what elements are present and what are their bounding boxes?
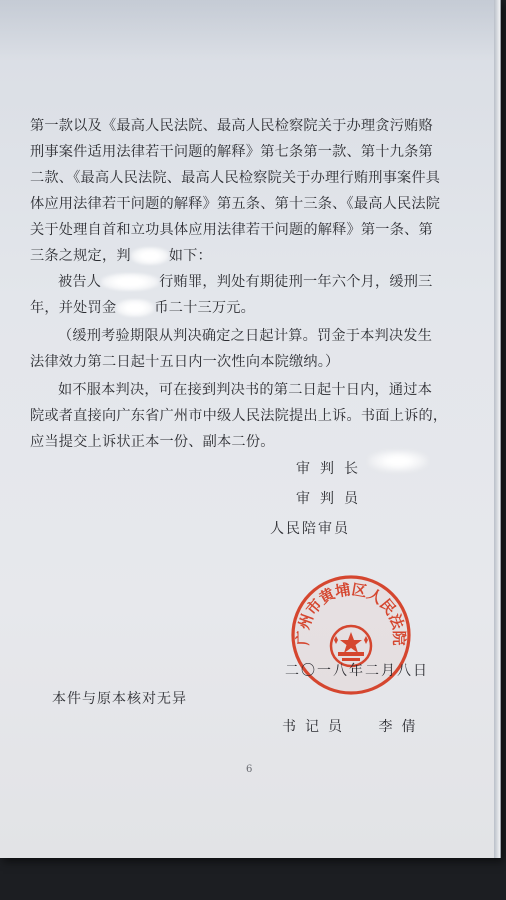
line6-before: 三条之规定，判 (30, 248, 131, 264)
verification-note: 本件与原本核对无异 (52, 691, 187, 707)
amount-redaction (116, 299, 154, 317)
page-number: 6 (246, 764, 253, 775)
appeal-line-3: 应当提交上诉状正本一份、副本二份。 (30, 434, 275, 450)
judgment-date: 二〇一八年二月八日 (285, 663, 429, 679)
judge-label: 审判员 (296, 491, 368, 507)
appeal-line-2: 院或者直接向广东省广州市中级人民法院提出上诉。书面上诉的， (30, 408, 448, 424)
body-line-6 (30, 246, 470, 266)
body-line-3: 二款、《最高人民法院、最高人民检察院关于办理行贿刑事案件具 (30, 170, 441, 186)
body-line-1: 第一款以及《最高人民法院、最高人民检察院关于办理贪污贿赂 (30, 118, 433, 134)
page-edge (494, 0, 500, 858)
clerk-name: 李倩 (378, 719, 425, 735)
juror-label: 人民陪审员 (270, 521, 350, 537)
verdict-line2-before: 年，并处罚金 (30, 300, 117, 316)
note-line-2: 法律效力第二日起十五日内一次性向本院缴纳。） (30, 354, 340, 370)
note-line-1: （缓刑考验期限从判决确定之日起计算。罚金于本判决发生 (58, 328, 433, 344)
verdict-after: 行贿罪，判处有期徒刑一年六个月，缓刑三 (159, 274, 433, 290)
body-line-4: 体应用法律若干问题的解释》第五条、第十三条、《最高人民法院 (30, 196, 441, 212)
defendant-name-redaction (101, 273, 159, 291)
seal-text-path: 广州市黄埔区人民法院 (293, 580, 409, 646)
clerk-line (282, 716, 424, 736)
redaction-blur (131, 247, 169, 265)
appeal-line-1: 如不服本判决，可在接到判决书的第二日起十日内，通过本 (58, 382, 433, 398)
chief-judge-name-redaction (368, 450, 428, 472)
line6-after: 如下： (168, 248, 212, 264)
verdict-line-1 (58, 272, 498, 292)
clerk-title: 书记员 (282, 719, 351, 735)
verdict-line2-after: 币二十三万元。 (154, 300, 256, 316)
verdict-before: 被告人 (58, 274, 102, 290)
verdict-line-2 (30, 298, 470, 318)
body-line-5: 关于处理自首和立功具体应用法律若干问题的解释》第一条、第 (30, 222, 433, 238)
chief-judge-label: 审判长 (296, 461, 368, 477)
body-line-2: 刑事案件适用法律若干问题的解释》第七条第一款、第十九条第 (30, 144, 433, 160)
